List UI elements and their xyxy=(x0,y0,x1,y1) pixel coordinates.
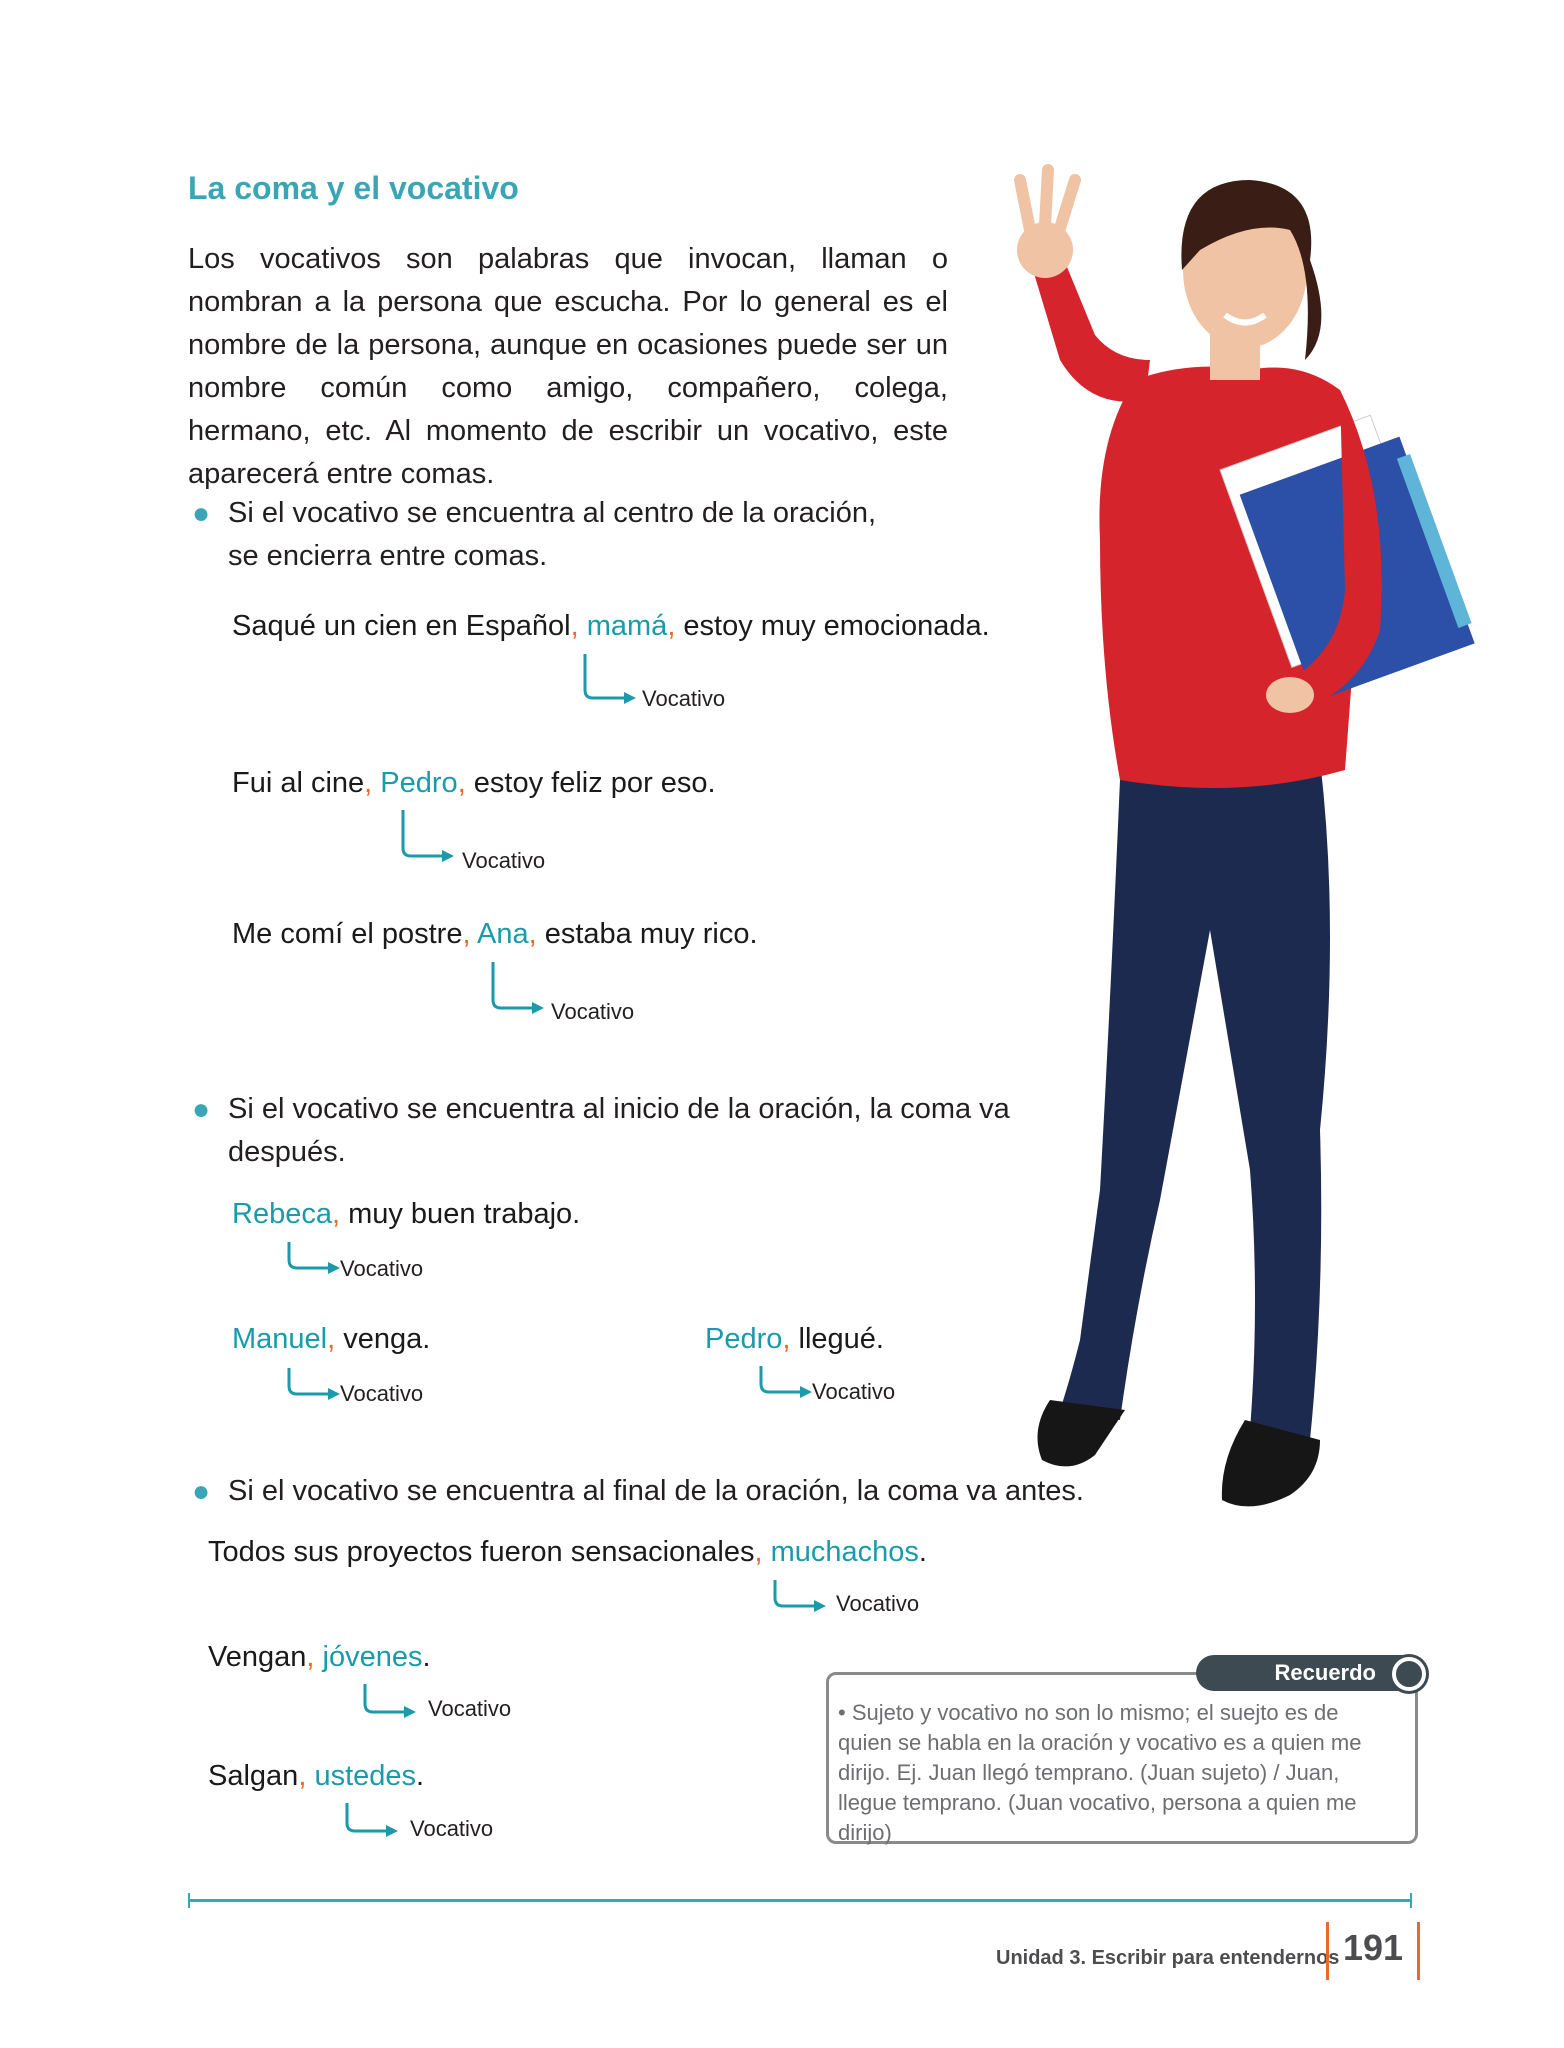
vocative-word: ustedes xyxy=(314,1760,417,1792)
vocative-arrow-icon xyxy=(756,1364,812,1404)
sentence-text: estoy muy emocionada. xyxy=(675,610,990,642)
bullet-line: Si el vocativo se encuentra al final de la oración, la coma va antes. xyxy=(228,1475,1084,1507)
bullet-start-rule xyxy=(192,1088,1013,1174)
vocative-label: Vocativo xyxy=(462,848,546,873)
recuerdo-circle-icon xyxy=(1392,1657,1426,1691)
comma-mark: , xyxy=(457,767,466,799)
bullet-line: Si el vocativo se encuentra al centro de la oración, xyxy=(228,497,877,529)
period-mark: . xyxy=(416,1760,425,1792)
period-mark: . xyxy=(918,1536,927,1568)
sentence-text: Vengan xyxy=(208,1641,307,1673)
comma-mark: , xyxy=(364,767,373,799)
bullet-center-rule xyxy=(192,492,877,578)
bullet-dot-icon: ● xyxy=(192,1475,211,1508)
vocative-label: Vocativo xyxy=(340,1381,424,1406)
vocative-word: muchachos xyxy=(770,1536,919,1568)
page-number: 191 xyxy=(1342,1927,1404,1968)
vocative-word: Pedro xyxy=(380,767,458,799)
recuerdo-text: • Sujeto y vocativo no son lo mismo; el suejto es de quien se habla en la oración y vocativo es a quien me dirijo. Ej. Juan llegó temprano. (Juan sujeto) / Juan, llegue temprano. (Juan vocativo, persona a quien me dirijo) xyxy=(838,1700,1362,1845)
sentence-text: Me comí el postre xyxy=(232,918,463,950)
comma-mark: , xyxy=(782,1323,791,1355)
divider-tick xyxy=(188,1893,190,1908)
vocative-label: Vocativo xyxy=(410,1816,494,1841)
vocative-arrow-icon xyxy=(360,1682,416,1724)
vocative-arrow-icon xyxy=(342,1801,398,1843)
comma-mark: , xyxy=(667,610,676,642)
bullet-dot-icon: ● xyxy=(192,497,211,530)
sentence-text: Fui al cine xyxy=(232,767,365,799)
comma-mark: , xyxy=(462,918,471,950)
bullet-end-rule xyxy=(192,1470,1084,1513)
comma-mark: , xyxy=(331,1198,341,1230)
comma-mark: , xyxy=(570,610,579,642)
section-title: La coma y el vocativo xyxy=(188,170,519,206)
comma-mark: , xyxy=(298,1760,307,1792)
vocative-label: Vocativo xyxy=(551,999,635,1024)
vocative-label: Vocativo xyxy=(812,1379,896,1404)
vocative-word: Rebeca xyxy=(232,1198,332,1230)
vocative-label: Vocativo xyxy=(340,1256,424,1281)
comma-mark: , xyxy=(754,1536,763,1568)
comma-mark: , xyxy=(528,918,537,950)
sentence-text: venga. xyxy=(335,1323,431,1355)
vocative-arrow-icon xyxy=(284,1240,340,1280)
vocative-arrow-icon xyxy=(398,808,454,866)
period-mark: . xyxy=(422,1641,431,1673)
recuerdo-title: Recuerdo xyxy=(1274,1660,1376,1685)
sentence-text: Saqué un cien en Español xyxy=(232,610,571,642)
example-sentence xyxy=(208,1536,927,1569)
vocative-word: Pedro xyxy=(705,1323,783,1355)
student-photo xyxy=(960,110,1520,1550)
example-sentence xyxy=(208,1760,424,1793)
example-sentence xyxy=(232,1198,580,1231)
sentence-text: Salgan xyxy=(208,1760,299,1792)
intro-paragraph: Los vocativos son palabras que invocan, llaman o nombran a la persona que escucha. Por lo general es el nombre de la persona, aunque en ocasiones puede ser un nombre común como amigo, compañero, colega, hermano, etc. Al momento de escribir un vocativo, este aparecerá entre comas. xyxy=(188,243,948,490)
comma-mark: , xyxy=(327,1323,336,1355)
sentence-text: llegué. xyxy=(790,1323,884,1355)
bullet-line: Si el vocativo se encuentra al inicio de la oración, la coma va xyxy=(228,1093,1010,1125)
vocative-arrow-icon xyxy=(488,960,544,1018)
divider-tick xyxy=(1410,1893,1412,1908)
vocative-label: Vocativo xyxy=(428,1696,512,1721)
bullet-dot-icon: ● xyxy=(192,1093,211,1126)
vocative-word: Manuel xyxy=(232,1323,328,1355)
sentence-text: muy buen trabajo. xyxy=(340,1198,581,1230)
example-sentence xyxy=(208,1641,431,1674)
vocative-word: mamá xyxy=(586,610,668,642)
comma-mark: , xyxy=(306,1641,315,1673)
vocative-word: Ana xyxy=(477,918,529,950)
vocative-label: Vocativo xyxy=(836,1591,920,1616)
vocative-word: jóvenes xyxy=(322,1641,423,1673)
sentence-text: Todos sus proyectos fueron sensacionales xyxy=(208,1536,755,1568)
bullet-line: después. xyxy=(228,1136,346,1168)
example-sentence xyxy=(232,610,990,643)
sentence-text: estaba muy rico. xyxy=(536,918,758,950)
example-sentence xyxy=(232,1323,430,1356)
example-sentence xyxy=(232,767,716,800)
bullet-line: se encierra entre comas. xyxy=(228,540,548,572)
vocative-label: Vocativo xyxy=(642,686,726,711)
page-divider xyxy=(188,1899,1412,1902)
vocative-arrow-icon xyxy=(284,1366,340,1406)
sentence-text: estoy feliz por eso. xyxy=(465,767,716,799)
example-sentence xyxy=(705,1323,884,1356)
footer-unit-title: Unidad 3. Escribir para entendernos xyxy=(996,1947,1340,1969)
example-sentence xyxy=(232,918,758,951)
vocative-arrow-icon xyxy=(770,1578,826,1618)
vocative-arrow-icon xyxy=(580,652,636,708)
